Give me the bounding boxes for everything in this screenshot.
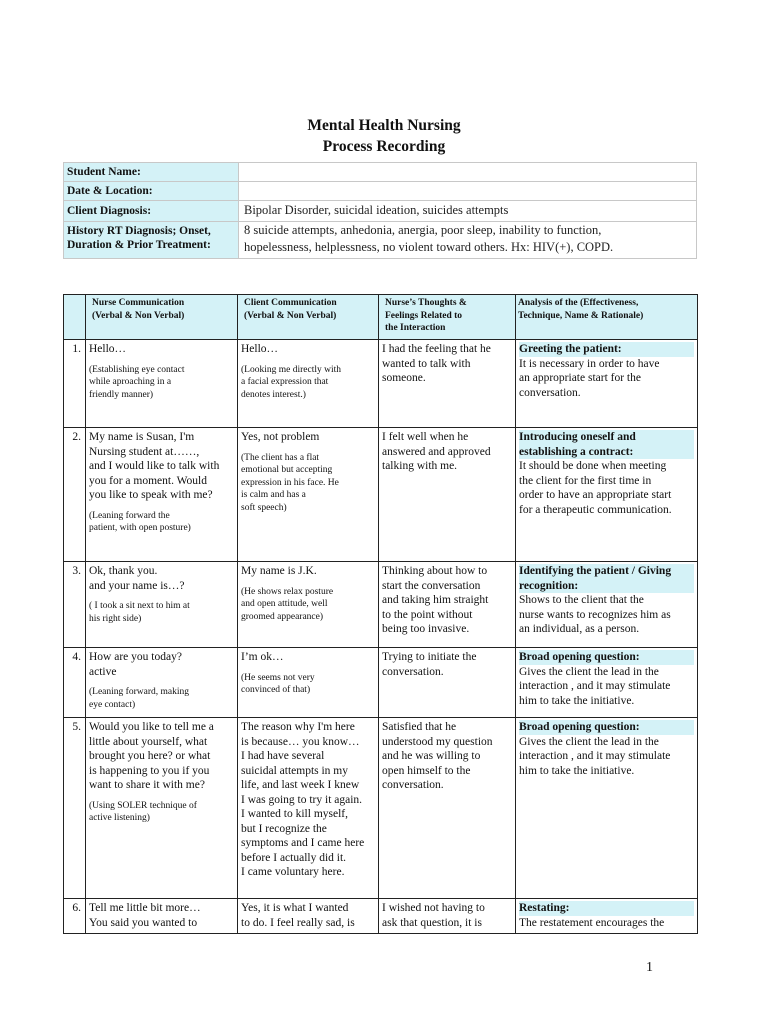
text-line: (He shows relax posture <box>241 586 334 597</box>
text-line: Trying to initiate the <box>382 651 477 663</box>
text-line: conversation. <box>519 386 581 399</box>
text-line: interaction , and it may stimulate <box>519 680 671 692</box>
text-line: is because… you know… <box>241 735 360 748</box>
client-communication-cell <box>238 648 379 718</box>
analysis-cell <box>516 428 698 562</box>
text-line: but I recognize the <box>241 822 327 835</box>
info-row-date-location <box>64 182 697 201</box>
document-title: Mental Health Nursing <box>307 117 461 134</box>
text-line: and I would like to talk with <box>89 460 220 472</box>
nurse-thoughts-cell <box>379 899 516 934</box>
nurse-thoughts-cell <box>379 648 516 718</box>
text-line: an appropriate start for the <box>519 372 641 384</box>
text-line: brought you here? or what <box>89 750 211 762</box>
row-number: 6. <box>64 899 86 934</box>
row-number: 4. <box>64 648 86 718</box>
text-line: to the point without <box>382 608 473 621</box>
analysis-cell <box>516 899 698 934</box>
spacer <box>89 593 234 600</box>
text-line: Gives the client the lead in the <box>519 665 659 678</box>
text-line: I had have several <box>241 750 325 762</box>
text-line: friendly manner) <box>89 389 154 400</box>
header-analysis: Analysis of the (Effectiveness, Technique, Name & Rationale) <box>516 295 698 340</box>
text-line: nurse wants to recognizes him as <box>519 608 671 621</box>
info-label: Date & Location: <box>64 182 239 201</box>
text-line: ( I took a sit next to him at <box>89 601 190 611</box>
text-line: I’m ok… <box>241 651 284 663</box>
text-line: for a therapeutic communication. <box>519 503 672 516</box>
text-line: (Establishing eye contact <box>89 364 185 375</box>
text-line: Restating: <box>519 901 694 916</box>
text-line: Tell me little bit more… <box>89 902 201 914</box>
text-line: ask that question, it is <box>382 916 482 929</box>
text-line: Hello… <box>89 343 127 355</box>
text-line: to do. I feel really sad, is <box>241 916 355 929</box>
info-row-history <box>64 222 697 259</box>
analysis-cell <box>516 340 698 428</box>
text-line: open himself to the <box>382 764 471 777</box>
text-line: (Using SOLER technique of <box>89 800 197 811</box>
info-value-line: 8 suicide attempts, anhedonia, anergia, poor sleep, inability to function, <box>244 223 602 237</box>
page-number: 1 <box>646 960 653 975</box>
spacer <box>89 357 234 364</box>
text-line: and he was willing to <box>382 750 481 762</box>
text-line: talking with me. <box>382 460 458 472</box>
text-line: I felt well when he <box>382 431 469 443</box>
text-line: (Leaning forward the <box>89 510 170 521</box>
text-line: Broad opening question: <box>519 650 694 665</box>
text-line: active <box>89 665 117 678</box>
info-label-line: Duration & Prior Treatment: <box>67 239 211 251</box>
analysis-cell <box>516 718 698 899</box>
text-line: answered and approved <box>382 445 491 458</box>
spacer <box>241 445 375 452</box>
document-subtitle: Process Recording <box>322 138 446 155</box>
text-line: denotes interest.) <box>241 389 306 400</box>
text-line: Greeting the patient: <box>519 342 694 357</box>
text-line: Thinking about how to <box>382 565 488 577</box>
text-line: groomed appearance) <box>241 611 324 622</box>
text-line: I came voluntary here. <box>241 866 345 878</box>
nurse-thoughts-cell <box>379 718 516 899</box>
text-line: (Leaning forward, making <box>89 687 189 697</box>
text-line: establishing a contract: <box>519 445 694 460</box>
header-number <box>64 295 86 340</box>
text-line: (He seems not very <box>241 672 315 683</box>
nurse-thoughts-cell <box>379 428 516 562</box>
text-line: (Looking me directly with <box>241 364 341 375</box>
info-value <box>239 163 697 182</box>
process-recording-table <box>63 294 698 934</box>
spacer <box>89 679 234 686</box>
nurse-thoughts-cell <box>379 340 516 428</box>
table-row <box>64 428 698 562</box>
text-line: is happening to you if you <box>89 764 210 777</box>
table-row <box>64 648 698 718</box>
table-row <box>64 340 698 428</box>
text-line: expression in his face. He <box>241 477 339 488</box>
text-line: and your name is…? <box>89 579 185 592</box>
text-line: his right side) <box>89 613 142 624</box>
text-line: I was going to try it again. <box>241 793 363 806</box>
text-line: little about yourself, what <box>89 735 208 748</box>
text-line: is calm and has a <box>241 490 306 500</box>
spacer <box>89 793 234 800</box>
text-line: Yes, it is what I wanted <box>241 902 349 914</box>
header-nurse-communication: Nurse Communication (Verbal & Non Verbal) <box>86 295 238 340</box>
text-line: soft speech) <box>241 502 287 513</box>
text-line: Gives the client the lead in the <box>519 735 659 748</box>
info-label-line: History RT Diagnosis; Onset, <box>67 225 211 237</box>
text-line: Satisfied that he <box>382 721 457 733</box>
row-number: 1. <box>64 340 86 428</box>
text-line: conversation. <box>382 779 444 791</box>
text-line: My name is Susan, I'm <box>89 431 195 443</box>
text-line: active listening) <box>89 813 150 823</box>
text-line: the client for the first time in <box>519 474 652 487</box>
text-line: while aproaching in a <box>89 377 172 387</box>
spacer <box>241 665 375 672</box>
student-info-table <box>63 162 697 259</box>
spacer <box>89 503 234 510</box>
client-communication-cell <box>238 718 379 899</box>
client-communication-cell <box>238 562 379 648</box>
info-label <box>64 222 239 259</box>
text-line: conversation. <box>382 665 444 678</box>
text-line: You said you wanted to <box>89 916 198 929</box>
text-line: patient, with open posture) <box>89 523 191 533</box>
text-line: life, and last week I knew <box>241 779 360 791</box>
nurse-communication-cell <box>86 428 238 562</box>
nurse-communication-cell <box>86 340 238 428</box>
text-line: understood my question <box>382 735 493 748</box>
spacer <box>241 357 375 364</box>
text-line: being too invasive. <box>382 623 470 635</box>
text-line: eye contact) <box>89 699 136 710</box>
text-line: someone. <box>382 372 426 384</box>
text-line: (The client has a flat <box>241 452 320 463</box>
header-nurse-thoughts: Nurse’s Thoughts & Feelings Related to the Interaction <box>379 295 516 340</box>
text-line: I had the feeling that he <box>382 343 491 355</box>
text-line: a facial expression that <box>241 377 329 387</box>
text-line: want to share it with me? <box>89 779 205 791</box>
info-value <box>239 182 697 201</box>
text-line: you like to speak with me? <box>89 489 213 501</box>
text-line: before I actually did it. <box>241 851 347 864</box>
text-line: and open attitude, well <box>241 599 328 609</box>
text-line: symptoms and I came here <box>241 837 365 849</box>
text-line: order to have an appropriate start <box>519 489 672 501</box>
text-line: Identifying the patient / Giving <box>519 564 694 579</box>
info-row-client-diagnosis <box>64 201 697 222</box>
nurse-communication-cell <box>86 899 238 934</box>
nurse-communication-cell <box>86 648 238 718</box>
text-line: convinced of that) <box>241 685 311 695</box>
nurse-communication-cell <box>86 562 238 648</box>
text-line: Yes, not problem <box>241 431 320 443</box>
table-row <box>64 562 698 648</box>
text-line: Introducing oneself and <box>519 430 694 445</box>
text-line: It is necessary in order to have <box>519 357 660 370</box>
client-communication-cell <box>238 340 379 428</box>
text-line: The restatement encourages the <box>519 916 665 929</box>
text-line: start the conversation <box>382 579 481 592</box>
table-row <box>64 899 698 934</box>
text-line: interaction , and it may stimulate <box>519 750 671 762</box>
text-line: Shows to the client that the <box>519 594 644 606</box>
table-body <box>64 340 698 934</box>
text-line: Nursing student at……, <box>89 445 200 458</box>
text-line: I wished not having to <box>382 902 485 914</box>
info-value <box>239 222 697 259</box>
info-value-line: hopelessness, helplessness, no violent toward others. Hx: HIV(+), COPD. <box>244 240 614 254</box>
text-line: suicidal attempts in my <box>241 764 348 777</box>
text-line: Hello… <box>241 343 279 355</box>
row-number: 5. <box>64 718 86 899</box>
text-line: My name is J.K. <box>241 565 317 577</box>
info-label: Student Name: <box>64 163 239 182</box>
text-line: wanted to talk with <box>382 357 471 370</box>
row-number: 3. <box>64 562 86 648</box>
nurse-communication-cell <box>86 718 238 899</box>
info-value: Bipolar Disorder, suicidal ideation, suicides attempts <box>239 201 697 222</box>
text-line: How are you today? <box>89 651 182 663</box>
text-line: an individual, as a person. <box>519 623 640 635</box>
table-row <box>64 718 698 899</box>
text-line: Ok, thank you. <box>89 565 158 577</box>
text-line: emotional but accepting <box>241 465 333 475</box>
client-communication-cell <box>238 899 379 934</box>
text-line: recognition: <box>519 579 694 594</box>
nurse-thoughts-cell <box>379 562 516 648</box>
analysis-cell <box>516 562 698 648</box>
header-client-communication: Client Communication (Verbal & Non Verbal) <box>238 295 379 340</box>
text-line: you for a moment. Would <box>89 474 207 487</box>
client-communication-cell <box>238 428 379 562</box>
text-line: The reason why I'm here <box>241 721 355 733</box>
text-line: Would you like to tell me a <box>89 721 214 733</box>
spacer <box>241 579 375 586</box>
text-line: It should be done when meeting <box>519 460 667 472</box>
info-label: Client Diagnosis: <box>64 201 239 222</box>
text-line: Broad opening question: <box>519 720 694 735</box>
analysis-cell <box>516 648 698 718</box>
text-line: I wanted to kill myself, <box>241 808 348 820</box>
text-line: him to take the initiative. <box>519 694 635 707</box>
info-row-student-name <box>64 163 697 182</box>
text-line: and taking him straight <box>382 594 489 606</box>
row-number: 2. <box>64 428 86 562</box>
text-line: him to take the initiative. <box>519 764 635 777</box>
table-header-row <box>64 295 698 340</box>
